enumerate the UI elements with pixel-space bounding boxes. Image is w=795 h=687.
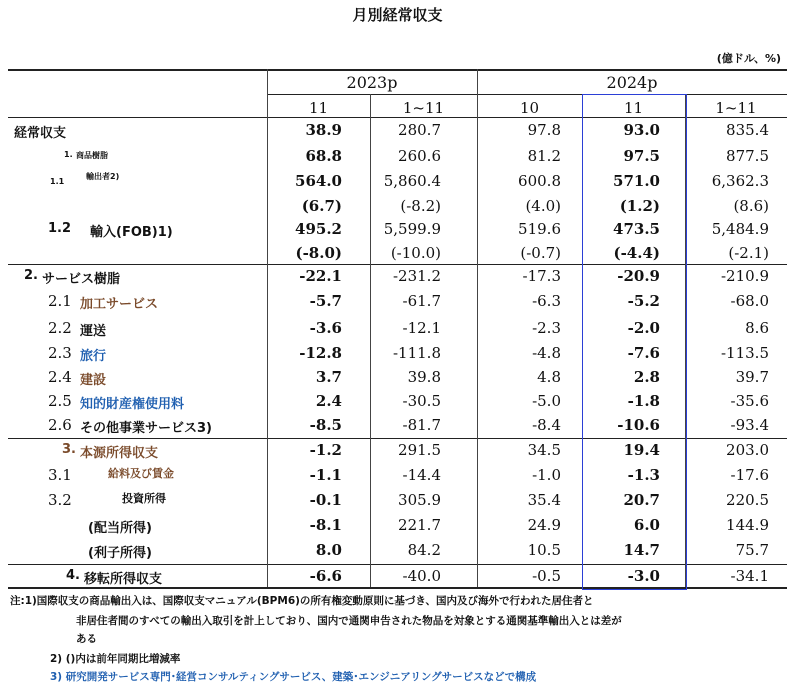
cell: -231.2 bbox=[392, 267, 441, 285]
cell: -2.0 bbox=[627, 319, 660, 337]
cell: 600.8 bbox=[518, 172, 561, 190]
cell: -2.3 bbox=[532, 319, 561, 337]
row-label: その他事業サービス3) bbox=[80, 421, 212, 436]
row-label: 輸出者2) bbox=[86, 172, 120, 181]
row-label: (配当所得) bbox=[88, 521, 152, 536]
row-label: 運送 bbox=[80, 324, 107, 339]
footnote-1: 注:1)国際収支の商品輸出入は、国際収支マニュアル(BPM6)の所有権変動原則に基づき、国内及び海外で行われた居住者と bbox=[10, 595, 594, 607]
cell: -1.0 bbox=[532, 466, 561, 484]
cell: 877.5 bbox=[726, 147, 769, 165]
row-number: 2.1 bbox=[48, 292, 72, 310]
row-number: 2.5 bbox=[48, 392, 72, 410]
row-label: 旅行 bbox=[80, 349, 107, 364]
cell: 2.4 bbox=[315, 392, 342, 410]
cell: -1.1 bbox=[309, 466, 342, 484]
cell: -17.3 bbox=[522, 267, 561, 285]
cell: -1.2 bbox=[309, 441, 342, 459]
cell: -14.4 bbox=[402, 466, 441, 484]
cell: 19.4 bbox=[623, 441, 660, 459]
cell: (-8.0) bbox=[295, 244, 342, 262]
footnote-1-cont: 非居住者間のすべての輸出入取引を計上しており、国内で通関申告された物品を対象とする通関基準輸出入とは差が bbox=[76, 615, 622, 627]
cell: -17.6 bbox=[730, 466, 769, 484]
cell: 835.4 bbox=[726, 121, 769, 139]
cell: -68.0 bbox=[730, 292, 769, 310]
unit-label: (億ドル、%) bbox=[716, 52, 781, 65]
cell: 5,484.9 bbox=[711, 220, 769, 238]
cell: 571.0 bbox=[613, 172, 660, 190]
row-number: 1.1 bbox=[50, 177, 65, 186]
cell: -35.6 bbox=[730, 392, 769, 410]
row-label: 輸入(FOB)1) bbox=[90, 225, 173, 240]
row-label: (利子所得) bbox=[88, 546, 152, 561]
col-header: 11 bbox=[623, 99, 644, 117]
cell: -20.9 bbox=[617, 267, 660, 285]
cell: -4.8 bbox=[532, 344, 561, 362]
cell: -22.1 bbox=[299, 267, 342, 285]
row-number: 2.3 bbox=[48, 344, 72, 362]
year-2024-header: 2024p bbox=[606, 73, 658, 92]
row-number: 3. bbox=[62, 442, 76, 457]
cell: (-0.7) bbox=[520, 244, 561, 262]
table-row bbox=[0, 540, 795, 562]
row-label: 移転所得収支 bbox=[84, 572, 163, 587]
cell: 5,860.4 bbox=[383, 172, 441, 190]
table-row bbox=[0, 515, 795, 537]
cell: -3.6 bbox=[309, 319, 342, 337]
footnote-1-cont: ある bbox=[76, 633, 97, 645]
table-row bbox=[0, 440, 795, 462]
cell: 34.5 bbox=[527, 441, 561, 459]
cell: -93.4 bbox=[730, 416, 769, 434]
cell: -7.6 bbox=[627, 344, 660, 362]
cell: -61.7 bbox=[402, 292, 441, 310]
cell: 260.6 bbox=[398, 147, 441, 165]
cell: 5,599.9 bbox=[383, 220, 441, 238]
cell: -0.5 bbox=[532, 567, 561, 585]
cell: 68.8 bbox=[305, 147, 342, 165]
cell: -6.6 bbox=[309, 567, 342, 585]
cell: -40.0 bbox=[402, 567, 441, 585]
col-header: 1~11 bbox=[402, 99, 445, 117]
cell: 6,362.3 bbox=[711, 172, 769, 190]
cell: 203.0 bbox=[726, 441, 769, 459]
cell: (1.2) bbox=[619, 197, 660, 215]
cell: 24.9 bbox=[527, 516, 561, 534]
row-number: 2.6 bbox=[48, 416, 72, 434]
row-label: 知的財産権使用料 bbox=[80, 397, 185, 412]
table-row bbox=[0, 266, 795, 288]
cell: -5.2 bbox=[627, 292, 660, 310]
cell: -1.3 bbox=[627, 466, 660, 484]
cell: (-2.1) bbox=[728, 244, 769, 262]
table-row bbox=[0, 490, 795, 512]
row-number: 2. bbox=[24, 268, 38, 283]
row-label: 本源所得収支 bbox=[80, 446, 159, 461]
cell: (-10.0) bbox=[390, 244, 441, 262]
cell: -12.1 bbox=[402, 319, 441, 337]
row-label: 加工サービス bbox=[80, 297, 159, 312]
cell: 84.2 bbox=[407, 541, 441, 559]
table-row bbox=[0, 415, 795, 437]
table-row bbox=[0, 196, 795, 218]
cell: -10.6 bbox=[617, 416, 660, 434]
table-row bbox=[0, 171, 795, 193]
table-row bbox=[0, 465, 795, 487]
cell: 39.7 bbox=[735, 368, 769, 386]
cell: 3.7 bbox=[315, 368, 342, 386]
footnote-3: 3) 研究開発サービス専門･経営コンサルティングサービス、建築･エンジニアリングサービスなどで構成 bbox=[50, 671, 537, 683]
row-number: 1.2 bbox=[48, 221, 72, 236]
cell: 8.0 bbox=[315, 541, 342, 559]
col-header: 1~11 bbox=[715, 99, 757, 117]
col-header: 10 bbox=[519, 99, 540, 117]
table-row bbox=[0, 219, 795, 241]
row-label: 商品樹脂 bbox=[76, 151, 108, 160]
cell: (6.7) bbox=[301, 197, 342, 215]
cell: 221.7 bbox=[398, 516, 441, 534]
cell: -113.5 bbox=[720, 344, 769, 362]
cell: -0.1 bbox=[309, 491, 342, 509]
row-label: 経常収支 bbox=[14, 126, 67, 141]
row-number: 2.2 bbox=[48, 319, 72, 337]
cell: (8.6) bbox=[733, 197, 769, 215]
cell: 564.0 bbox=[295, 172, 342, 190]
footnote-2: 2) ()内は前年同期比増減率 bbox=[50, 653, 181, 665]
table-row bbox=[0, 343, 795, 365]
cell: (-4.4) bbox=[613, 244, 660, 262]
cell: 305.9 bbox=[398, 491, 441, 509]
cell: 495.2 bbox=[295, 220, 342, 238]
year-2023-header: 2023p bbox=[346, 73, 398, 92]
cell: -8.1 bbox=[309, 516, 342, 534]
row-number: 1. bbox=[64, 150, 73, 159]
cell: -3.0 bbox=[627, 567, 660, 585]
table-row bbox=[0, 318, 795, 340]
page-title: 月別経常収支 bbox=[352, 6, 443, 24]
row-number: 2.4 bbox=[48, 368, 72, 386]
cell: -111.8 bbox=[392, 344, 441, 362]
cell: -5.0 bbox=[532, 392, 561, 410]
cell: -210.9 bbox=[720, 267, 769, 285]
cell: -30.5 bbox=[402, 392, 441, 410]
cell: 75.7 bbox=[735, 541, 769, 559]
row-number: 4. bbox=[66, 568, 80, 583]
cell: 14.7 bbox=[623, 541, 660, 559]
cell: -81.7 bbox=[402, 416, 441, 434]
table-row bbox=[0, 391, 795, 413]
cell: 220.5 bbox=[726, 491, 769, 509]
cell: 38.9 bbox=[305, 121, 342, 139]
cell: 93.0 bbox=[623, 121, 660, 139]
table-row bbox=[0, 243, 795, 265]
cell: 81.2 bbox=[527, 147, 561, 165]
cell: 97.5 bbox=[623, 147, 660, 165]
cell: 20.7 bbox=[623, 491, 660, 509]
cell: 4.8 bbox=[537, 368, 561, 386]
table-row bbox=[0, 120, 795, 142]
cell: 10.5 bbox=[527, 541, 561, 559]
cell: 280.7 bbox=[398, 121, 441, 139]
cell: 97.8 bbox=[527, 121, 561, 139]
cell: 39.8 bbox=[407, 368, 441, 386]
cell: 8.6 bbox=[745, 319, 769, 337]
col-header: 11 bbox=[308, 99, 329, 117]
cell: 473.5 bbox=[613, 220, 660, 238]
row-label: 給料及び賃金 bbox=[108, 467, 174, 480]
cell: 144.9 bbox=[726, 516, 769, 534]
cell: 35.4 bbox=[527, 491, 561, 509]
cell: -1.8 bbox=[627, 392, 660, 410]
row-label: 投資所得 bbox=[122, 492, 166, 505]
cell: -8.5 bbox=[309, 416, 342, 434]
table-row bbox=[0, 367, 795, 389]
row-label: 建設 bbox=[80, 373, 107, 388]
cell: -6.3 bbox=[532, 292, 561, 310]
table-row bbox=[0, 566, 795, 588]
row-number: 3.1 bbox=[48, 466, 72, 484]
cell: 2.8 bbox=[633, 368, 660, 386]
cell: 519.6 bbox=[518, 220, 561, 238]
table-row bbox=[0, 146, 795, 168]
cell: (4.0) bbox=[525, 197, 561, 215]
row-label: サービス樹脂 bbox=[42, 272, 121, 287]
cell: -34.1 bbox=[730, 567, 769, 585]
table-row bbox=[0, 291, 795, 313]
cell: (-8.2) bbox=[400, 197, 441, 215]
cell: 6.0 bbox=[633, 516, 660, 534]
cell: -8.4 bbox=[532, 416, 561, 434]
cell: -5.7 bbox=[309, 292, 342, 310]
cell: 291.5 bbox=[398, 441, 441, 459]
cell: -12.8 bbox=[299, 344, 342, 362]
row-number: 3.2 bbox=[48, 491, 72, 509]
